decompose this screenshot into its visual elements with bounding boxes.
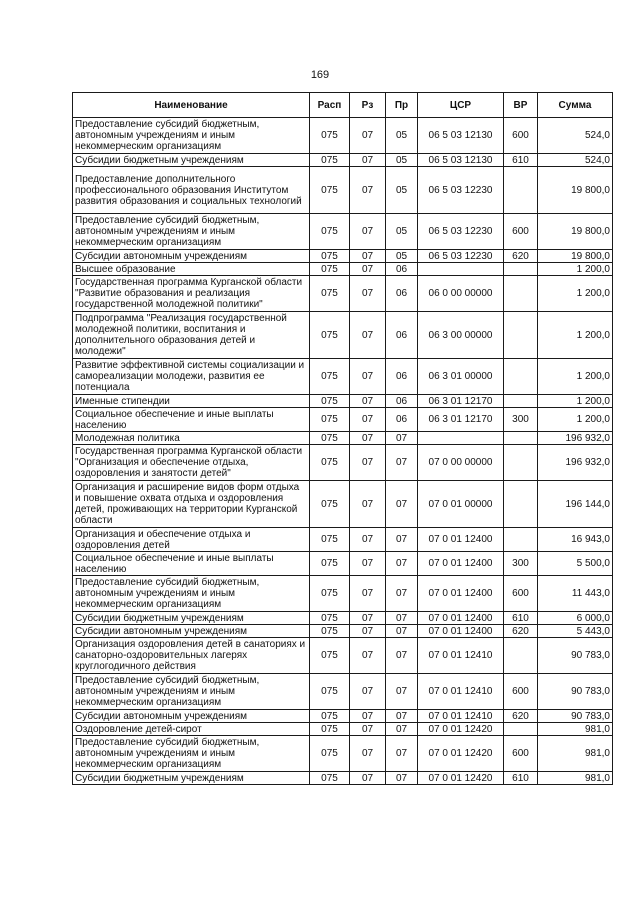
cell-pr: 07 <box>386 612 418 625</box>
cell-vr: 600 <box>504 214 538 250</box>
cell-pr: 07 <box>386 445 418 481</box>
cell-vr <box>504 312 538 359</box>
cell-rasp: 075 <box>310 576 350 612</box>
cell-rasp: 075 <box>310 214 350 250</box>
table-row <box>73 445 613 481</box>
cell-vr: 600 <box>504 736 538 772</box>
table-row <box>73 736 613 772</box>
cell-pr: 07 <box>386 723 418 736</box>
table-row <box>73 118 613 154</box>
cell-rz: 07 <box>350 625 386 638</box>
cell-rasp: 075 <box>310 445 350 481</box>
cell-name: Предоставление субсидий бюджетным, автономным учреждениям и иным некоммерческим организациям <box>73 736 310 772</box>
table-row <box>73 723 613 736</box>
cell-rasp: 075 <box>310 118 350 154</box>
cell-vr <box>504 263 538 276</box>
cell-csr: 07 0 01 12400 <box>418 552 504 576</box>
budget-table <box>72 92 613 785</box>
cell-rasp: 075 <box>310 723 350 736</box>
cell-rz: 07 <box>350 481 386 528</box>
page-number: 169 <box>310 69 330 81</box>
cell-csr: 07 0 01 12400 <box>418 576 504 612</box>
cell-rasp: 075 <box>310 432 350 445</box>
cell-rz: 07 <box>350 576 386 612</box>
cell-rasp: 075 <box>310 481 350 528</box>
cell-sum: 16 943,0 <box>538 528 613 552</box>
cell-pr: 05 <box>386 154 418 167</box>
cell-csr: 07 0 01 12420 <box>418 736 504 772</box>
cell-rasp: 075 <box>310 528 350 552</box>
table-row <box>73 772 613 785</box>
header-name: Наименование <box>73 93 310 118</box>
table-row <box>73 638 613 674</box>
cell-vr: 610 <box>504 772 538 785</box>
table-row <box>73 612 613 625</box>
cell-sum: 196 932,0 <box>538 432 613 445</box>
cell-sum: 6 000,0 <box>538 612 613 625</box>
table-row <box>73 432 613 445</box>
cell-vr <box>504 528 538 552</box>
cell-sum: 90 783,0 <box>538 710 613 723</box>
cell-vr <box>504 445 538 481</box>
cell-rz: 07 <box>350 276 386 312</box>
cell-name: Предоставление субсидий бюджетным, автономным учреждениям и иным некоммерческим организациям <box>73 214 310 250</box>
cell-vr: 600 <box>504 674 538 710</box>
cell-rasp: 075 <box>310 359 350 395</box>
cell-pr: 05 <box>386 118 418 154</box>
table-row <box>73 395 613 408</box>
table-row <box>73 214 613 250</box>
header-row <box>73 93 613 118</box>
cell-name: Субсидии автономным учреждениям <box>73 250 310 263</box>
cell-vr <box>504 276 538 312</box>
cell-rasp: 075 <box>310 674 350 710</box>
cell-pr: 07 <box>386 638 418 674</box>
cell-rz: 07 <box>350 214 386 250</box>
cell-csr: 07 0 01 12420 <box>418 772 504 785</box>
cell-csr: 06 3 01 12170 <box>418 408 504 432</box>
cell-rz: 07 <box>350 432 386 445</box>
cell-sum: 981,0 <box>538 772 613 785</box>
table-row <box>73 408 613 432</box>
cell-rasp: 075 <box>310 276 350 312</box>
cell-pr: 05 <box>386 250 418 263</box>
cell-csr: 07 0 01 00000 <box>418 481 504 528</box>
cell-rz: 07 <box>350 736 386 772</box>
cell-pr: 06 <box>386 276 418 312</box>
cell-sum: 196 144,0 <box>538 481 613 528</box>
cell-pr: 07 <box>386 710 418 723</box>
cell-name: Молодежная политика <box>73 432 310 445</box>
cell-pr: 06 <box>386 263 418 276</box>
cell-csr: 07 0 01 12400 <box>418 528 504 552</box>
cell-vr: 300 <box>504 408 538 432</box>
cell-sum: 524,0 <box>538 118 613 154</box>
cell-sum: 524,0 <box>538 154 613 167</box>
cell-sum: 5 500,0 <box>538 552 613 576</box>
cell-rasp: 075 <box>310 625 350 638</box>
cell-csr: 07 0 01 12400 <box>418 612 504 625</box>
cell-name: Подпрограмма "Реализация государственной молодежной политики, воспитания и дополнительного образования детей и молодежи" <box>73 312 310 359</box>
cell-name: Социальное обеспечение и иные выплаты населению <box>73 552 310 576</box>
header-csr: ЦСР <box>418 93 504 118</box>
cell-vr <box>504 723 538 736</box>
table-row <box>73 576 613 612</box>
cell-name: Субсидии бюджетным учреждениям <box>73 612 310 625</box>
cell-pr: 07 <box>386 481 418 528</box>
table-row <box>73 250 613 263</box>
cell-rz: 07 <box>350 638 386 674</box>
cell-name: Именные стипендии <box>73 395 310 408</box>
cell-csr: 06 3 01 12170 <box>418 395 504 408</box>
cell-rz: 07 <box>350 167 386 214</box>
cell-rz: 07 <box>350 359 386 395</box>
cell-name: Субсидии автономным учреждениям <box>73 710 310 723</box>
cell-sum: 1 200,0 <box>538 276 613 312</box>
cell-sum: 981,0 <box>538 736 613 772</box>
cell-sum: 981,0 <box>538 723 613 736</box>
cell-pr: 07 <box>386 674 418 710</box>
cell-rasp: 075 <box>310 772 350 785</box>
table-row <box>73 528 613 552</box>
cell-rasp: 075 <box>310 312 350 359</box>
cell-sum: 196 932,0 <box>538 445 613 481</box>
cell-name: Социальное обеспечение и иные выплаты населению <box>73 408 310 432</box>
cell-csr: 06 5 03 12230 <box>418 214 504 250</box>
cell-rz: 07 <box>350 118 386 154</box>
cell-sum: 1 200,0 <box>538 359 613 395</box>
cell-pr: 05 <box>386 167 418 214</box>
cell-name: Субсидии бюджетным учреждениям <box>73 154 310 167</box>
cell-pr: 07 <box>386 552 418 576</box>
cell-rasp: 075 <box>310 552 350 576</box>
cell-csr: 07 0 01 12410 <box>418 674 504 710</box>
cell-vr: 610 <box>504 612 538 625</box>
cell-csr: 06 5 03 12230 <box>418 250 504 263</box>
cell-pr: 07 <box>386 736 418 772</box>
cell-vr: 620 <box>504 710 538 723</box>
cell-rasp: 075 <box>310 395 350 408</box>
cell-vr <box>504 481 538 528</box>
cell-name: Высшее образование <box>73 263 310 276</box>
cell-csr: 07 0 01 12420 <box>418 723 504 736</box>
header-vr: ВР <box>504 93 538 118</box>
cell-rasp: 075 <box>310 167 350 214</box>
cell-name: Предоставление дополнительного профессионального образования Институтом развития образования и социальных технологий <box>73 167 310 214</box>
cell-rz: 07 <box>350 312 386 359</box>
table-row <box>73 552 613 576</box>
cell-sum: 19 800,0 <box>538 167 613 214</box>
cell-name: Предоставление субсидий бюджетным, автономным учреждениям и иным некоммерческим организациям <box>73 576 310 612</box>
cell-rasp: 075 <box>310 710 350 723</box>
cell-csr: 06 5 03 12130 <box>418 154 504 167</box>
cell-rz: 07 <box>350 154 386 167</box>
cell-csr: 06 0 00 00000 <box>418 276 504 312</box>
cell-csr: 06 5 03 12230 <box>418 167 504 214</box>
cell-vr: 600 <box>504 576 538 612</box>
cell-pr: 06 <box>386 359 418 395</box>
cell-name: Предоставление субсидий бюджетным, автономным учреждениям и иным некоммерческим организациям <box>73 118 310 154</box>
cell-name: Государственная программа Курганской области "Организация и обеспечение отдыха, оздоровления и занятости детей" <box>73 445 310 481</box>
cell-rz: 07 <box>350 250 386 263</box>
table-row <box>73 263 613 276</box>
cell-rz: 07 <box>350 395 386 408</box>
cell-name: Развитие эффективной системы социализации и самореализации молодежи, развития ее потенциала <box>73 359 310 395</box>
table-row <box>73 276 613 312</box>
cell-name: Государственная программа Курганской области "Развитие образования и реализация государственной молодежной политики" <box>73 276 310 312</box>
cell-vr: 620 <box>504 250 538 263</box>
table-row <box>73 625 613 638</box>
cell-name: Субсидии автономным учреждениям <box>73 625 310 638</box>
table-row <box>73 154 613 167</box>
header-rz: Рз <box>350 93 386 118</box>
cell-rz: 07 <box>350 674 386 710</box>
table-row <box>73 167 613 214</box>
cell-pr: 06 <box>386 312 418 359</box>
cell-vr <box>504 167 538 214</box>
cell-rz: 07 <box>350 723 386 736</box>
table-row <box>73 359 613 395</box>
cell-csr: 06 3 00 00000 <box>418 312 504 359</box>
cell-sum: 5 443,0 <box>538 625 613 638</box>
cell-rasp: 075 <box>310 250 350 263</box>
cell-pr: 05 <box>386 214 418 250</box>
cell-pr: 06 <box>386 408 418 432</box>
cell-csr: 07 0 01 12410 <box>418 710 504 723</box>
cell-pr: 07 <box>386 528 418 552</box>
cell-pr: 07 <box>386 576 418 612</box>
cell-vr <box>504 638 538 674</box>
table-header <box>73 93 613 118</box>
cell-csr: 06 5 03 12130 <box>418 118 504 154</box>
header-sum: Сумма <box>538 93 613 118</box>
cell-pr: 07 <box>386 772 418 785</box>
cell-rz: 07 <box>350 528 386 552</box>
cell-rz: 07 <box>350 445 386 481</box>
cell-sum: 1 200,0 <box>538 395 613 408</box>
cell-rz: 07 <box>350 710 386 723</box>
cell-pr: 06 <box>386 395 418 408</box>
cell-name: Организация и расширение видов форм отдыха и повышение охвата отдыха и оздоровления детей, проживающих на территории Курганской области <box>73 481 310 528</box>
cell-csr <box>418 263 504 276</box>
cell-vr: 300 <box>504 552 538 576</box>
cell-sum: 11 443,0 <box>538 576 613 612</box>
cell-rasp: 075 <box>310 408 350 432</box>
header-pr: Пр <box>386 93 418 118</box>
cell-name: Организация оздоровления детей в санаториях и санаторно-оздоровительных лагерях круглогодичного действия <box>73 638 310 674</box>
cell-sum: 1 200,0 <box>538 312 613 359</box>
cell-rz: 07 <box>350 263 386 276</box>
header-rasp: Расп <box>310 93 350 118</box>
cell-csr <box>418 432 504 445</box>
cell-sum: 1 200,0 <box>538 408 613 432</box>
cell-pr: 07 <box>386 432 418 445</box>
cell-sum: 19 800,0 <box>538 214 613 250</box>
cell-vr: 610 <box>504 154 538 167</box>
cell-rasp: 075 <box>310 612 350 625</box>
cell-vr: 620 <box>504 625 538 638</box>
cell-csr: 07 0 01 12410 <box>418 638 504 674</box>
cell-vr: 600 <box>504 118 538 154</box>
cell-csr: 07 0 00 00000 <box>418 445 504 481</box>
cell-rz: 07 <box>350 552 386 576</box>
cell-rz: 07 <box>350 408 386 432</box>
cell-sum: 19 800,0 <box>538 250 613 263</box>
cell-name: Субсидии бюджетным учреждениям <box>73 772 310 785</box>
table-row <box>73 710 613 723</box>
table-row <box>73 312 613 359</box>
cell-rasp: 075 <box>310 154 350 167</box>
cell-sum: 90 783,0 <box>538 674 613 710</box>
table-body <box>73 118 613 785</box>
cell-csr: 06 3 01 00000 <box>418 359 504 395</box>
cell-sum: 90 783,0 <box>538 638 613 674</box>
cell-name: Оздоровление детей-сирот <box>73 723 310 736</box>
cell-sum: 1 200,0 <box>538 263 613 276</box>
cell-pr: 07 <box>386 625 418 638</box>
table-row <box>73 674 613 710</box>
cell-rasp: 075 <box>310 638 350 674</box>
cell-name: Предоставление субсидий бюджетным, автономным учреждениям и иным некоммерческим организациям <box>73 674 310 710</box>
cell-rasp: 075 <box>310 263 350 276</box>
cell-csr: 07 0 01 12400 <box>418 625 504 638</box>
table-row <box>73 481 613 528</box>
cell-vr <box>504 395 538 408</box>
cell-vr <box>504 432 538 445</box>
cell-vr <box>504 359 538 395</box>
cell-name: Организация и обеспечение отдыха и оздоровления детей <box>73 528 310 552</box>
cell-rasp: 075 <box>310 736 350 772</box>
cell-rz: 07 <box>350 612 386 625</box>
cell-rz: 07 <box>350 772 386 785</box>
